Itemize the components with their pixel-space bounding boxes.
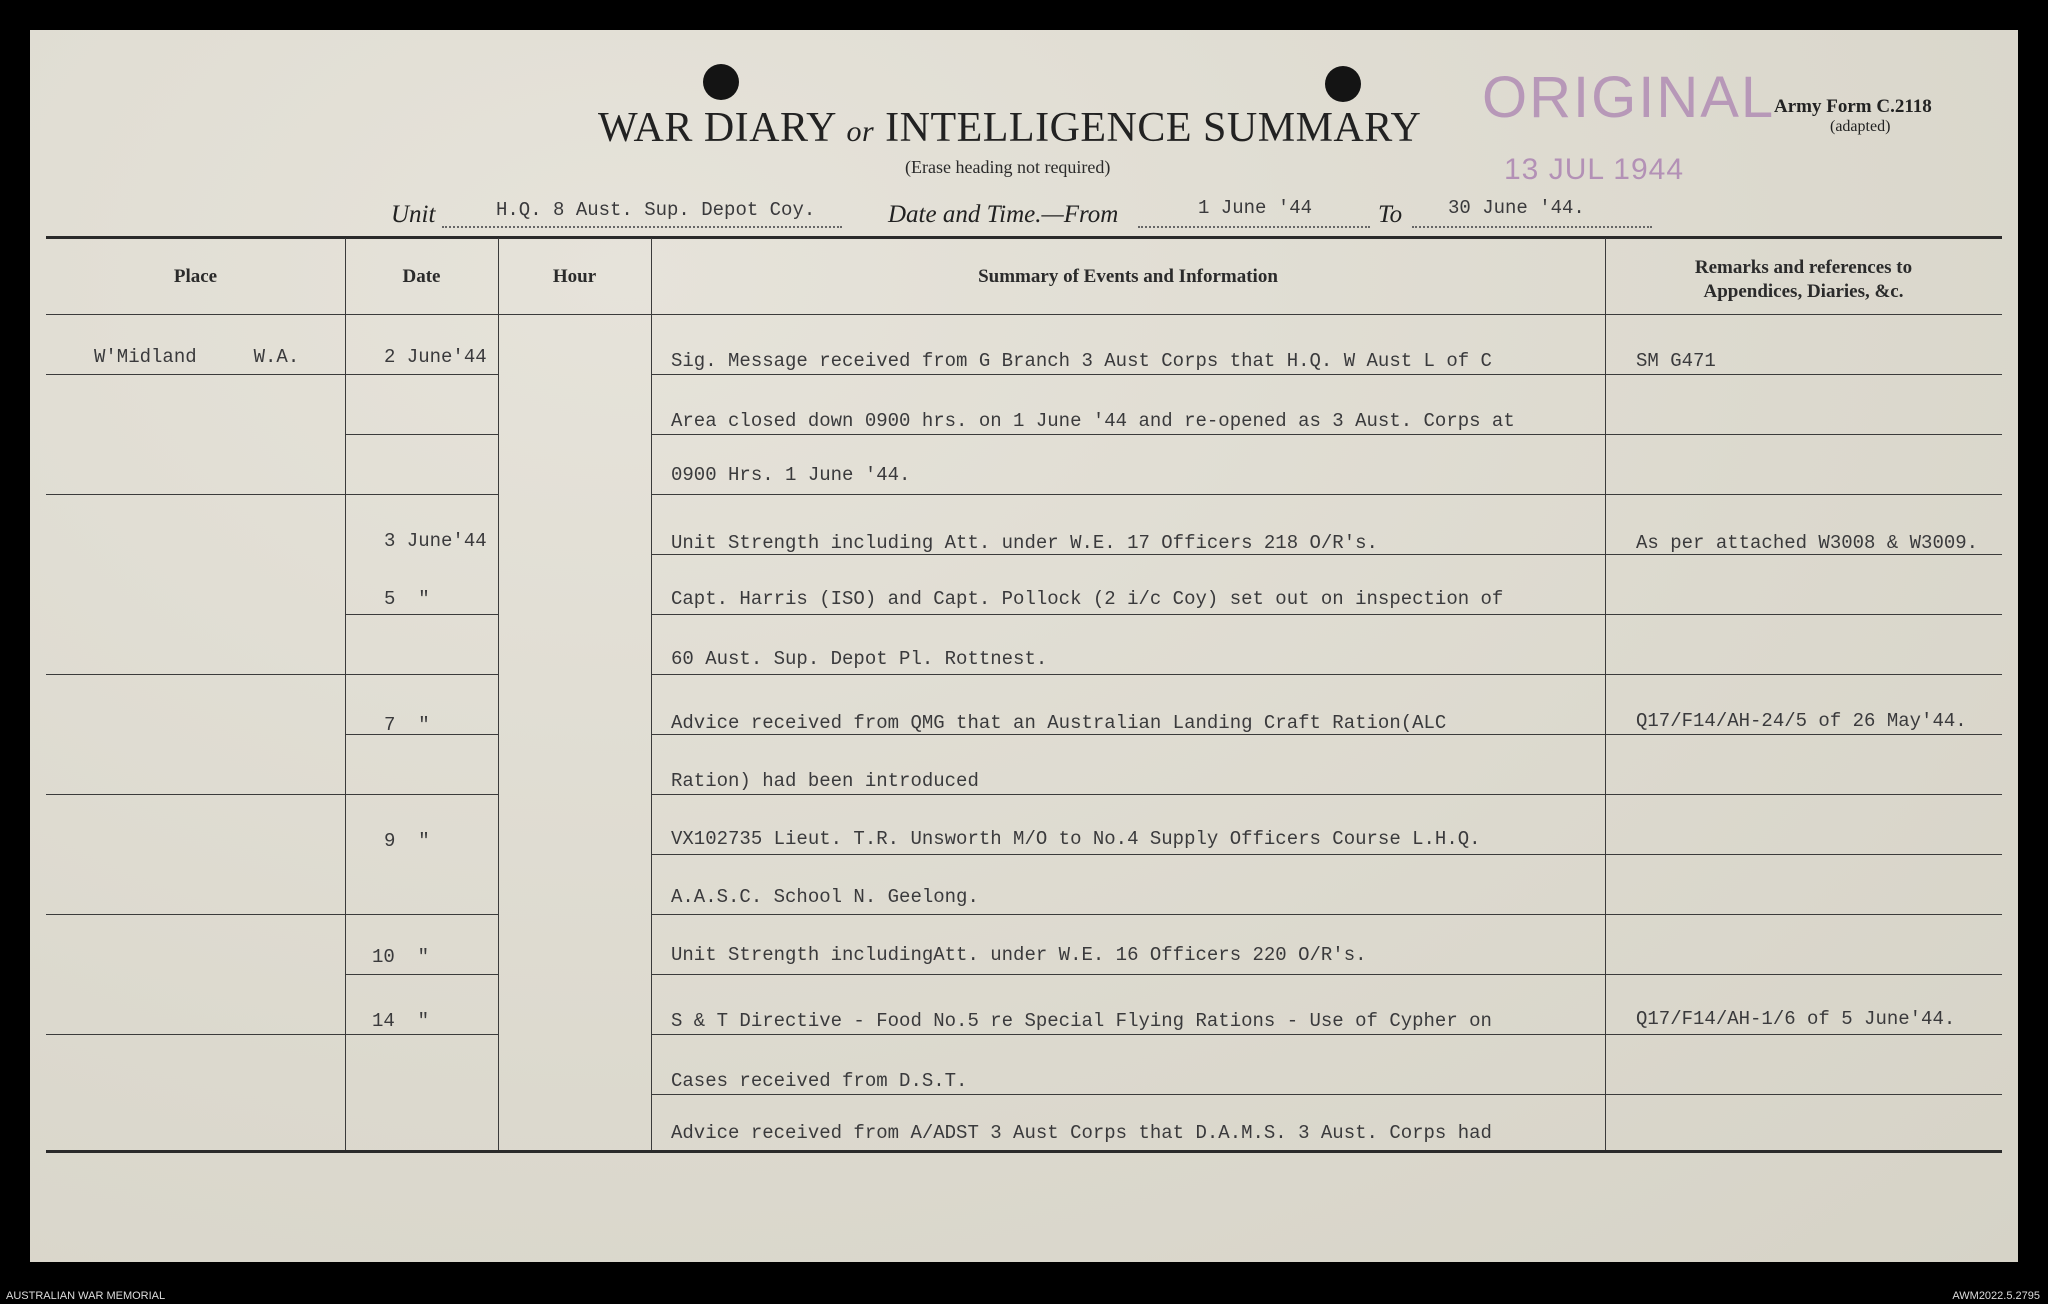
summary-line: Ration) had been introduced bbox=[671, 770, 979, 792]
unit-label: Unit bbox=[391, 201, 436, 228]
date-entry: 7 " bbox=[384, 714, 430, 736]
army-form-number: Army Form C.2118 bbox=[1774, 96, 1932, 117]
unit-value: H.Q. 8 Aust. Sup. Depot Coy. bbox=[496, 199, 816, 221]
table-bottom-border bbox=[46, 1150, 2002, 1153]
remark-entry: Q17/F14/AH-24/5 of 26 May'44. bbox=[1636, 710, 1967, 732]
to-dotted-line bbox=[1412, 226, 1652, 228]
row-rule bbox=[46, 794, 498, 795]
date-entry: 2 June'44 bbox=[384, 346, 487, 368]
row-rule bbox=[651, 794, 2002, 795]
row-rule bbox=[651, 854, 2002, 855]
footer-reference: AWM2022.5.2795 bbox=[1952, 1290, 2040, 1302]
summary-line: 60 Aust. Sup. Depot Pl. Rottnest. bbox=[671, 648, 1048, 670]
remark-entry: Q17/F14/AH-1/6 of 5 June'44. bbox=[1636, 1008, 1956, 1030]
row-rule bbox=[46, 1034, 498, 1035]
remarks-header-line-1: Remarks and references to bbox=[1694, 257, 1913, 278]
summary-line: Unit Strength including Att. under W.E. 17 Officers 218 O/R's. bbox=[671, 532, 1378, 554]
row-rule bbox=[651, 374, 2002, 375]
footer-credit: AUSTRALIAN WAR MEMORIAL bbox=[6, 1290, 166, 1302]
row-rule bbox=[651, 1034, 2002, 1035]
summary-line: Advice received from A/ADST 3 Aust Corps that D.A.M.S. 3 Aust. Corps had bbox=[671, 1122, 1492, 1144]
summary-line: Sig. Message received from G Branch 3 Aust Corps that H.Q. W Aust L of C bbox=[671, 350, 1492, 372]
title-or: or bbox=[846, 115, 875, 148]
from-dotted-line bbox=[1138, 226, 1370, 228]
date-time-label: Date and Time.—From bbox=[888, 201, 1119, 228]
row-rule bbox=[651, 434, 2002, 435]
column-header-hour: Hour bbox=[552, 266, 597, 287]
received-date-stamp: 13 JUL 1944 bbox=[1504, 153, 1685, 186]
row-rule bbox=[345, 614, 498, 615]
date-entry: 9 " bbox=[384, 830, 430, 852]
column-divider bbox=[498, 238, 499, 1150]
row-rule bbox=[651, 734, 2002, 735]
remark-entry: As per attached W3008 & W3009. bbox=[1636, 532, 1979, 554]
punch-hole-right bbox=[1325, 66, 1361, 102]
row-rule bbox=[46, 374, 498, 375]
row-rule bbox=[345, 974, 498, 975]
summary-line: A.A.S.C. School N. Geelong. bbox=[671, 886, 979, 908]
erase-note: (Erase heading not required) bbox=[905, 157, 1111, 177]
date-entry: 3 June'44 bbox=[384, 530, 487, 552]
army-form-adapted: (adapted) bbox=[1830, 118, 1891, 135]
summary-line: Advice received from QMG that an Australian Landing Craft Ration(ALC bbox=[671, 712, 1447, 734]
column-header-date: Date bbox=[402, 266, 441, 287]
row-rule bbox=[651, 494, 2002, 495]
header-divider bbox=[46, 314, 2002, 315]
row-rule bbox=[651, 554, 2002, 555]
row-rule bbox=[46, 494, 498, 495]
row-rule bbox=[651, 1094, 2002, 1095]
table-top-border bbox=[46, 236, 2002, 239]
to-label: To bbox=[1378, 201, 1403, 228]
remark-entry: SM G471 bbox=[1636, 350, 1716, 372]
column-header-remarks bbox=[1605, 256, 2002, 304]
summary-line: Unit Strength includingAtt. under W.E. 16 Officers 220 O/R's. bbox=[671, 944, 1367, 966]
punch-hole-left bbox=[703, 64, 739, 100]
row-rule bbox=[651, 974, 2002, 975]
summary-line: S & T Directive - Food No.5 re Special Flying Rations - Use of Cypher on bbox=[671, 1010, 1492, 1032]
to-date-value: 30 June '44. bbox=[1448, 197, 1585, 219]
summary-line: Capt. Harris (ISO) and Capt. Pollock (2 i/c Coy) set out on inspection of bbox=[671, 588, 1504, 610]
row-rule bbox=[345, 434, 498, 435]
summary-line: 0900 Hrs. 1 June '44. bbox=[671, 464, 911, 486]
summary-line: Cases received from D.S.T. bbox=[671, 1070, 968, 1092]
column-header-place: Place bbox=[173, 266, 218, 287]
unit-dotted-line bbox=[442, 226, 842, 228]
date-entry: 10 " bbox=[372, 946, 430, 968]
date-entry: 14 " bbox=[372, 1010, 430, 1032]
original-stamp: ORIGINAL bbox=[1482, 65, 1776, 130]
date-entry: 5 " bbox=[384, 588, 430, 610]
remarks-header-line-2: Appendices, Diaries, &c. bbox=[1703, 281, 1904, 302]
row-rule bbox=[651, 914, 2002, 915]
row-rule bbox=[46, 914, 498, 915]
title-part-2: INTELLIGENCE SUMMARY bbox=[885, 105, 1422, 151]
form-title bbox=[598, 104, 1421, 152]
from-date-value: 1 June '44 bbox=[1198, 197, 1313, 219]
place-entry: W'Midland W.A. bbox=[94, 346, 300, 368]
row-rule bbox=[651, 614, 2002, 615]
summary-line: Area closed down 0900 hrs. on 1 June '44 and re-opened as 3 Aust. Corps at bbox=[671, 410, 1515, 432]
column-header-summary: Summary of Events and Information bbox=[978, 266, 1278, 287]
row-rule bbox=[651, 674, 2002, 675]
title-part-1: WAR DIARY bbox=[598, 105, 836, 151]
row-rule bbox=[46, 674, 498, 675]
summary-line: VX102735 Lieut. T.R. Unsworth M/O to No.4 Supply Officers Course L.H.Q. bbox=[671, 828, 1481, 850]
